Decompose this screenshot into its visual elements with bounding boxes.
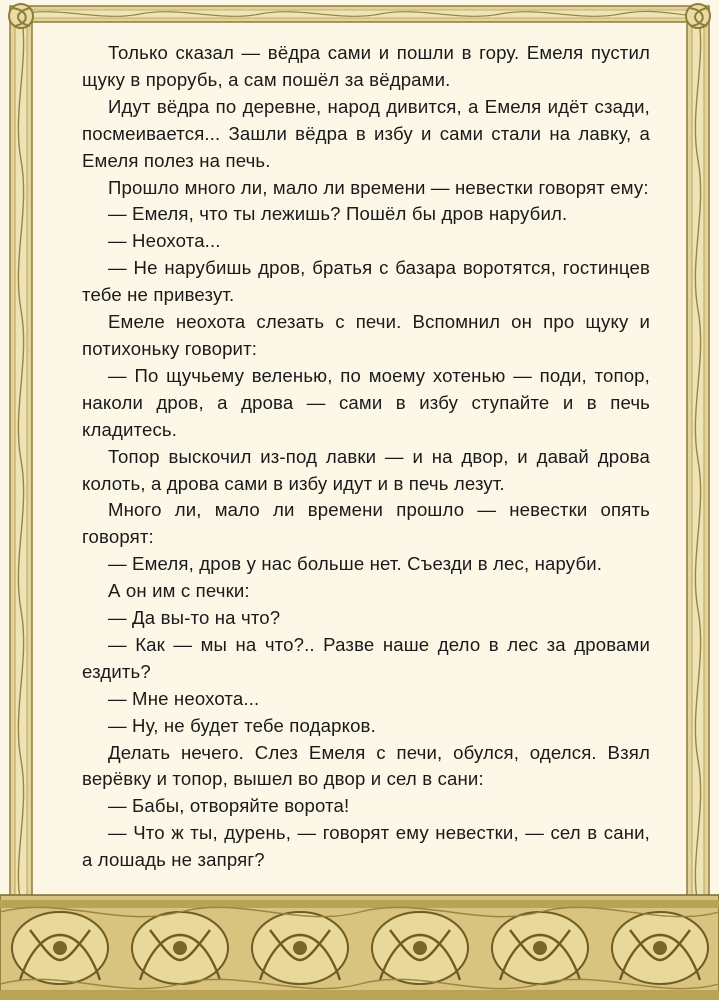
paragraph: — Ну, не будет тебе подарков. bbox=[108, 714, 376, 736]
paragraph: Только сказал — вёдра сами и пошли в гору. Емеля пустил щуку в прорубь, а сам пошёл за вёдрами. bbox=[82, 42, 650, 90]
paragraph: А он им с печки: bbox=[108, 580, 250, 602]
paragraph: — Емеля, дров у нас больше нет. Съезди в лес, наруби. bbox=[108, 553, 603, 575]
paragraph: — Да вы-то на что? bbox=[108, 607, 281, 629]
paragraph: — По щучьему веленью, по моему хотенью — поди, топор, наколи дров, а дрова — сами в избу ступайте и в печь кладитесь. bbox=[82, 364, 650, 440]
paragraph: — Мне неохота... bbox=[108, 687, 260, 709]
paragraph: — Бабы, отворяйте ворота! bbox=[108, 795, 350, 817]
paragraph: — Что ж ты, дурень, — говорят ему невестки, — сел в сани, а лошадь не запряг? bbox=[82, 822, 650, 871]
left-border bbox=[10, 8, 32, 908]
paragraph: — Емеля, что ты лежишь? Пошёл бы дров нарубил. bbox=[108, 203, 568, 225]
top-right-corner-knot bbox=[686, 4, 710, 28]
paragraph: Топор выскочил из-под лавки — и на двор, и давай дрова колоть, а дрова сами в избу идут и в печь лезут. bbox=[82, 445, 650, 494]
paragraph: — Неохота... bbox=[108, 230, 221, 252]
paragraph: Много ли, мало ли времени прошло — невестки опять говорят: bbox=[82, 499, 650, 548]
paragraph: Емеле неохота слезать с печи. Вспомнил он про щуку и потихоньку говорит: bbox=[82, 311, 650, 359]
paragraph: — Не нарубишь дров, братья с базара воротятся, гостинцев тебе не привезут. bbox=[82, 257, 650, 306]
top-left-corner-knot bbox=[9, 4, 33, 28]
right-border bbox=[687, 8, 709, 908]
paragraph: Идут вёдра по деревне, народ дивится, а Емеля идёт сзади, посмеивается... Зашли вёдра в избу и сами стали на лавку, а Емеля полез на печь. bbox=[82, 95, 650, 171]
top-border bbox=[10, 6, 709, 22]
paragraph: — Как — мы на что?.. Разве наше дело в лес за дровами ездить? bbox=[82, 633, 650, 682]
bottom-ornament-band bbox=[0, 895, 719, 1000]
paragraph: Прошло много ли, мало ли времени — невестки говорят ему: bbox=[108, 176, 649, 198]
paragraph: Делать нечего. Слез Емеля с печи, обулся, оделся. Взял верёвку и топор, вышел во двор и сел в сани: bbox=[82, 741, 650, 790]
story-text bbox=[82, 40, 650, 874]
